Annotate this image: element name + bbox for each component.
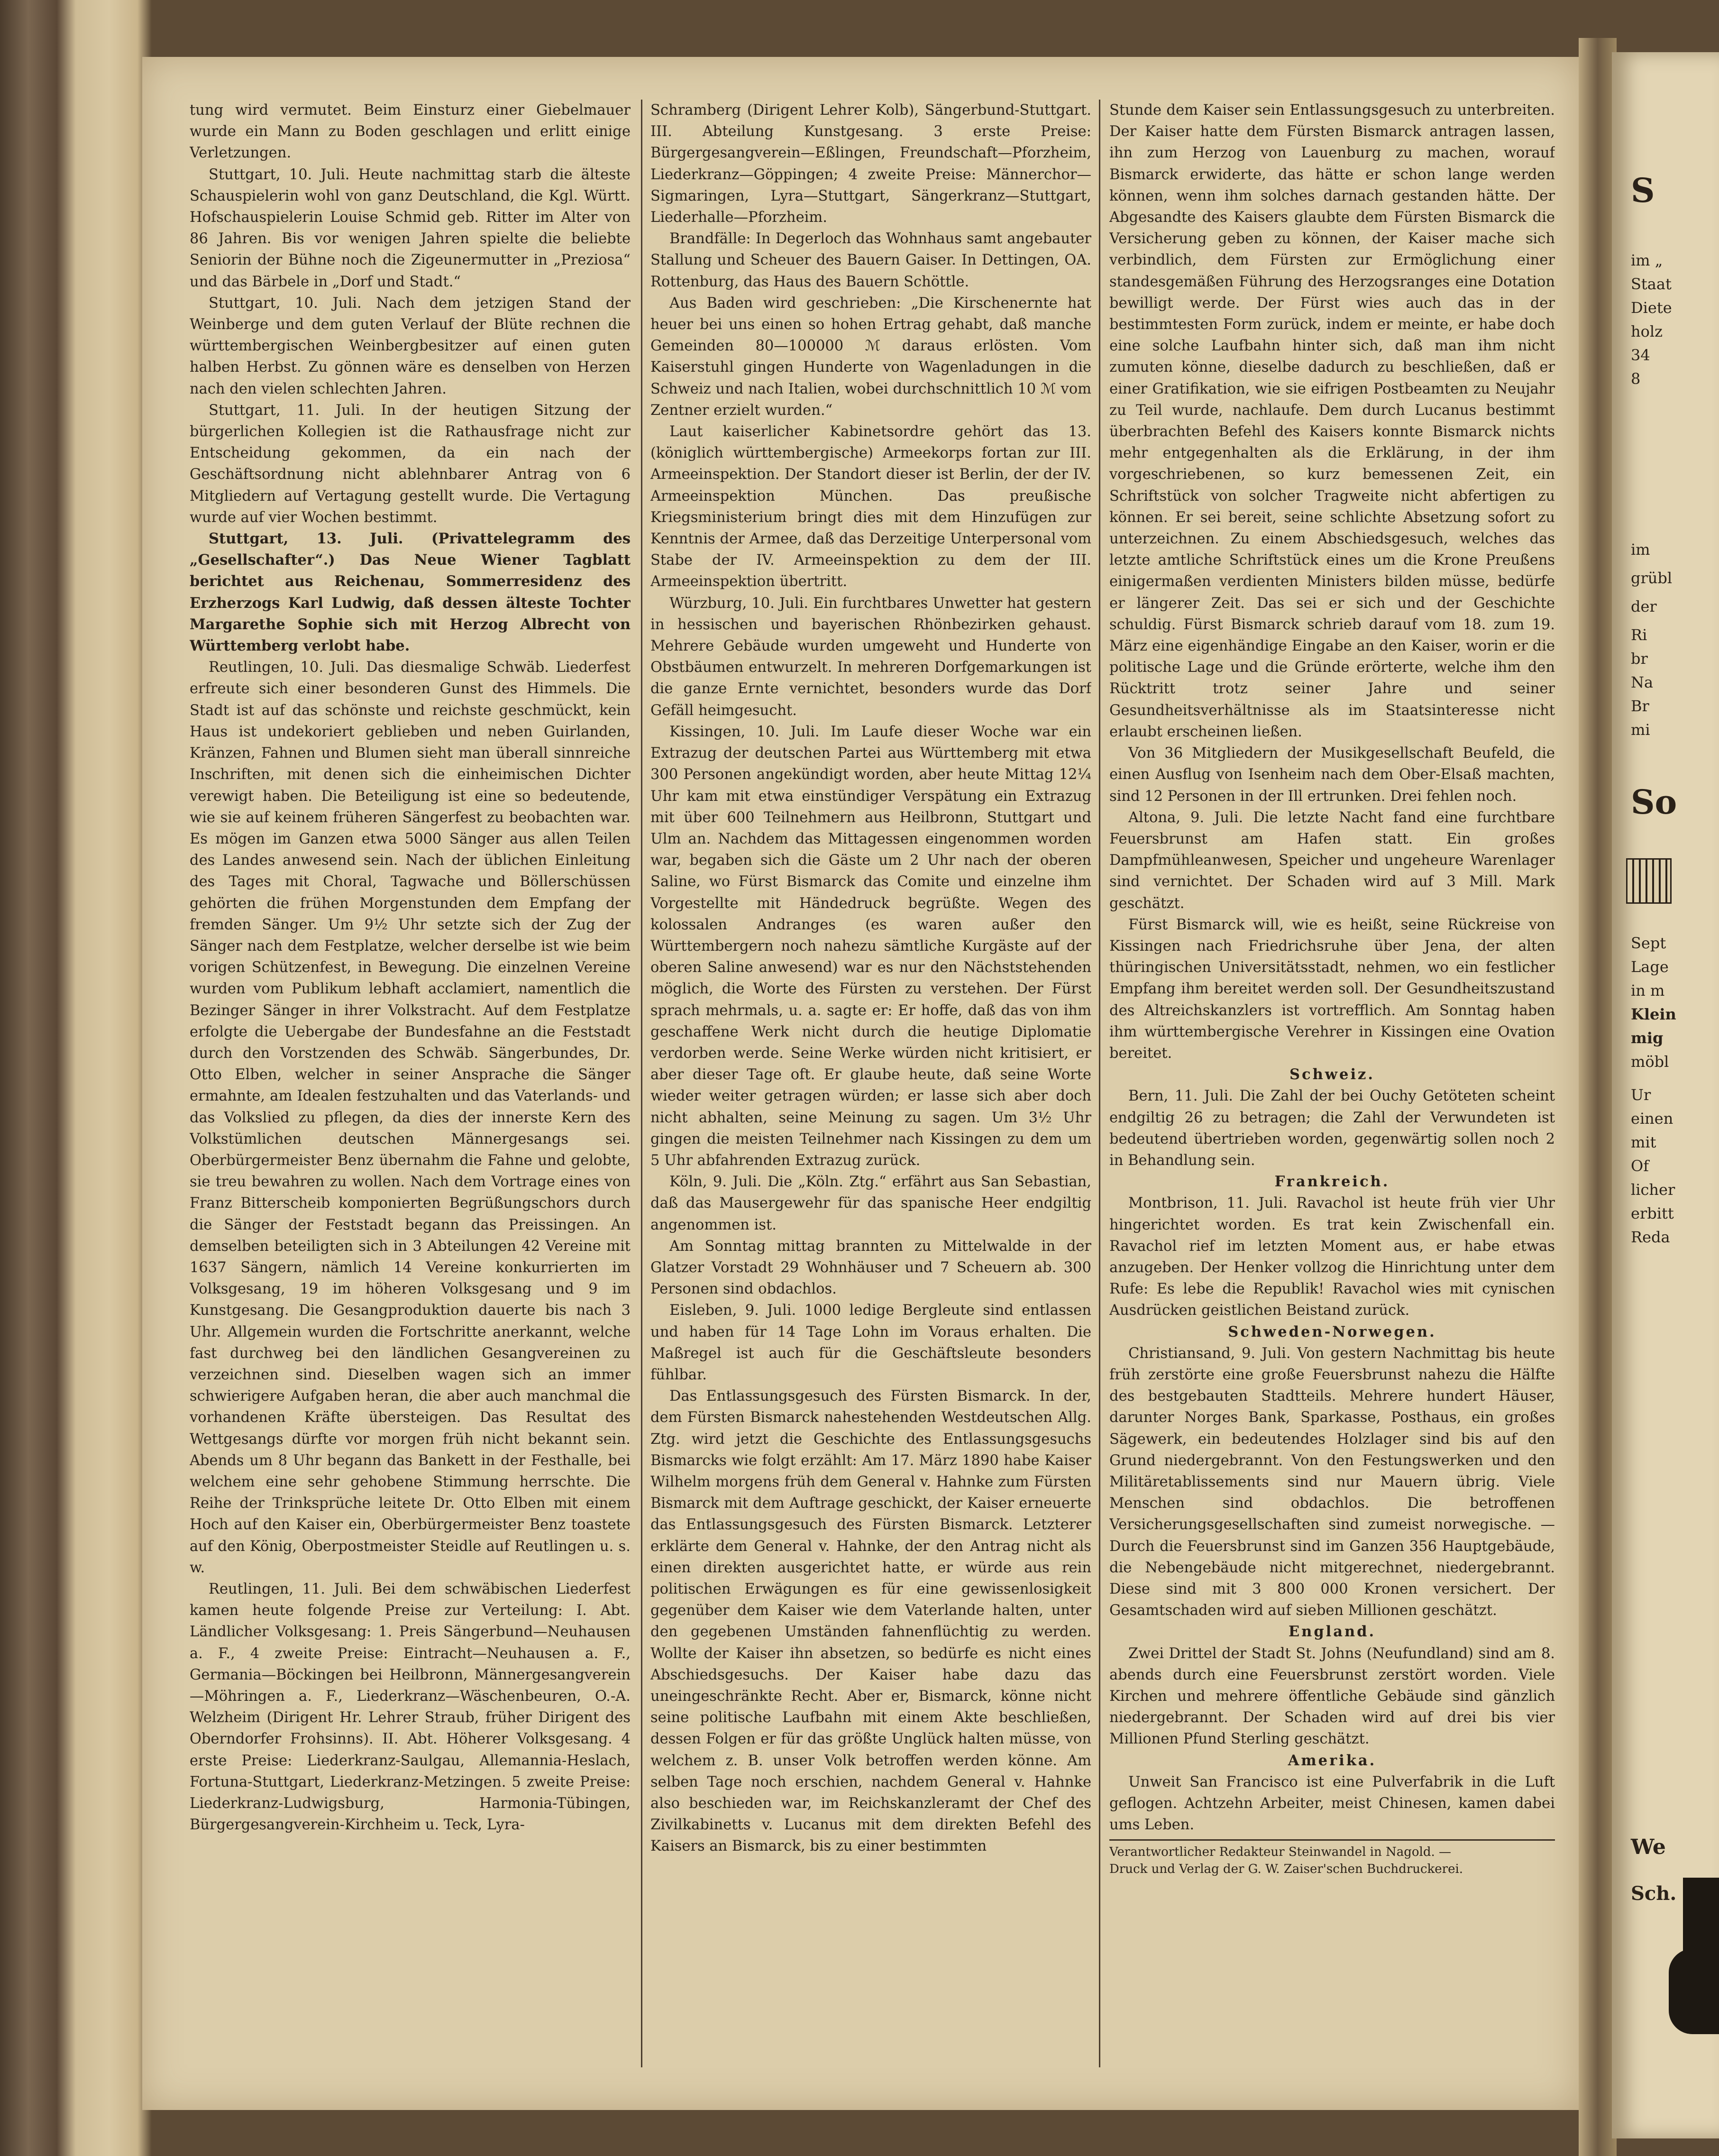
next-page-fragment: licher [1631,1181,1675,1199]
next-page-fragment: im „ [1631,251,1663,269]
article-paragraph: Brandfälle: In Degerloch das Wohnhaus samt angebauter Stallung und Scheuer des Bauern Gaiser. In Dettingen, OA. Rottenburg, das Haus des Bauern Schöttle. [650,230,1091,290]
next-page-fragment: im [1631,541,1650,559]
article-paragraph: Köln, 9. Juli. Die „Köln. Ztg.“ erfährt aus San Sebastian, daß das Mausergewehr für das spanische Heer endgiltig angenommen ist. [650,1174,1091,1233]
article-paragraph: Stunde dem Kaiser sein Entlassungsgesuch zu unterbreiten. Der Kaiser hatte dem Fürsten Bismarck antragen lassen, ihn zum Herzog von Lauenburg zu machen, worauf Bismarck erwiderte, das hätte er schon lange werden können, wenn ihm solches darnach gestanden hätte. Der Abgesandte des Kaisers glaubte dem Fürsten Bismarck die Versicherung geben zu können, der Kaiser mache sich verbindlich, dem Fürsten zur Ermöglichung einer standesgemäßen Führung des Herzogsranges eine Dotation bewilligt werde. Der Fürst wies auch das in der bestimmtesten Form zurück, indem er meinte, er habe doch eine solche Laufbahn hinter sich, daß man ihm nicht zumuten könne, dieselbe dadurch zu beschließen, daß er einer Gratifikation, wie sie eifrigen Postbeamten zu Neujahr zu Teil wurde, nachlaufe. Dem durch Lucanus bestimmt überbrachten Befehl des Kaisers konnte Bismarck nichts mehr entgegenhalten als die Erklärung, in der ihm vorgeschriebenen, so kurz bemessenen Zeit, ein Schriftstück von solcher Tragweite nicht abfertigen zu können. Er sei bereit, seine schlichte Absetzung sofort zu unterzeichnen. Zu einem Abschiedsgesuch, welches das letzte amtliche Schriftstück eines um die Krone Preußens einigermaßen verdienten Ministers bilden müsse, bedürfe er längerer Zeit. Das sei er sich und der Geschichte schuldig. Fürst Bismarck schrieb darauf vom 18. zum 19. März eine eigenhändige Eingabe an den Kaiser, worin er die politische Lage und die Gründe erörterte, welche ihm den Rücktritt trotz seiner Jahre und seiner Gesundheitsverhältnisse als im Staatsinteresse nicht erlaubt erscheinen ließen. [1109,102,1555,740]
article-paragraph: Stuttgart, 10. Juli. Nach dem jetzigen Stand der Weinberge und dem guten Verlauf der Blüte rechnen die württembergischen Weinbergbesitzer auf einen guten halben Herbst. Zu gönnen wäre es denselben von Herzen nach den vielen schlechten Jahren. [190,294,631,397]
next-page-fragment: Klein [1631,1005,1676,1023]
next-page-fragment: Of [1631,1157,1649,1175]
imprint [1109,1839,1555,1878]
next-page-fragment: erbitt [1631,1204,1674,1222]
article-paragraph: Christiansand, 9. Juli. Von gestern Nachmittag bis heute früh zerstörte eine große Feuersbrunst nahezu die Hälfte des bestgebauten Stadtteils. Mehrere hundert Häuser, darunter Norges Bank, Sparkasse, Posthaus, ein großes Sägewerk, ein bedeutendes Holzlager sind bis auf den Grund niedergebrannt. Von den Festungswerken und den Militäretablissements sind nur Mauern übrig. Viele Menschen sind obdachlos. Die betroffenen Versicherungsgesellschaften sind zumeist norwegische. — Durch die Feuersbrunst sind im Ganzen 356 Hauptgebäude, die Nebengebäude nicht mitgerechnet, niedergebrannt. Diese sind mit 3 800 000 Kronen versichert. Der Gesamtschaden wird auf sieben Millionen geschätzt. [1109,1345,1555,1619]
house-illustration [1626,858,1672,904]
article-paragraph: Von 36 Mitgliedern der Musikgesellschaft Beufeld, die einen Ausflug von Isenheim nach dem Ober-Elsaß machten, sind 12 Personen in der Ill ertrunken. Drei fehlen noch. [1109,745,1555,805]
article-paragraph: Montbrison, 11. Juli. Ravachol ist heute früh vier Uhr hingerichtet worden. Es trat kein Zwischenfall ein. Ravachol rief im letzten Moment aus, er habe etwas anzugeben. Der Henker vollzog die Hinrichtung unter dem Rufe: Es lebe die Republik! Ravachol wies mit cynischen Ausdrücken geistlichen Beistand zurück. [1109,1195,1555,1319]
next-page-fragment: We [1631,1835,1666,1859]
imprint-printer: Druck und Verlag der G. W. Zaiser'schen Buchdruckerei. [1109,1862,1463,1877]
section-heading: Amerika. [1288,1752,1377,1769]
article-paragraph: Laut kaiserlicher Kabinetsordre gehört das 13. (königlich württembergische) Armeekorps fortan zur III. Armeeinspektion. Der Standort dieser ist Berlin, der der IV. Armeeinspektion München. Das preußische Kriegsministerium bringt dies mit dem Hinzufügen zur Kenntnis der Armee, daß das Derzeitige Unterpersonal vom Stabe der IV. Armeeinspektion zu dem der III. Armeeinspektion übertritt. [650,423,1091,590]
article-paragraph: Schramberg (Dirigent Lehrer Kolb), Sängerbund-Stuttgart. III. Abteilung Kunstgesang. 3 erste Preise: Bürgergesangverein—Eßlingen, Freundschaft—Pforzheim, Liederkranz—Göppingen; 4 zweite Preise: Männerchor—Sigmaringen, Lyra—Stuttgart, Sängerkranz—Stuttgart, Liederhalle—Pforzheim. [650,102,1091,226]
next-page-fragment: Diete [1631,299,1672,317]
next-page-fragment: So [1631,782,1677,822]
column-rule [1099,100,1100,2067]
next-page-fragment: Ri [1631,626,1647,644]
article-paragraph: Stuttgart, 10. Juli. Heute nachmittag starb die älteste Schauspielerin wohl von ganz Deutschland, die Kgl. Württ. Hofschauspielerin Louise Schmid geb. Ritter im Alter von 86 Jahren. Bis vor wenigen Jahren spielte die beliebte Seniorin der Bühne noch die Zigeunermutter in „Preziosa“ und das Bärbele in „Dorf und Stadt.“ [190,166,631,290]
section-heading: Schweden-Norwegen. [1228,1323,1436,1340]
next-page-fragment: holz [1631,322,1663,340]
next-page-fragment: Sch. [1631,1882,1677,1905]
article-paragraph: Unweit San Francisco ist eine Pulverfabrik in die Luft geflogen. Achtzehn Arbeiter, meist Chinesen, kamen dabei ums Leben. [1109,1773,1555,1834]
article-paragraph: Das Entlassungsgesuch des Fürsten Bismarck. In der, dem Fürsten Bismarck nahestehenden Westdeutschen Allg. Ztg. wird jetzt die Geschichte des Entlassungsgesuchs Bismarcks wie folgt erzählt: Am 17. März 1890 habe Kaiser Wilhelm morgens früh dem General v. Hahnke zum Fürsten Bismarck mit dem Auftrage geschickt, der Kaiser erneuerte das Entlassungsgesuch des Fürsten Bismarck. Letzterer erklärte dem General v. Hahnke, der den Antrag nicht als einen direkten ausgerichtet hatte, er würde aus rein politischen Erwägungen es für eine gewissenlosigkeit gegenüber dem Kaiser wie dem Vaterlande halten, unter den gegebenen Umständen fahnenflüchtig zu werden. Wollte der Kaiser ihn absetzen, so bedürfe es nicht eines Abschiedsgesuchs. Der Kaiser habe dazu das uneingeschränkte Recht. Aber er, Bismarck, könne nicht seine politische Laufbahn mit einem Akte beschließen, dessen Folgen er für das größte Unglück halten müsse, von welchem z. B. unser Volk betroffen werden könne. Am selben Tage noch erschien, nachdem General v. Hahnke also beschieden war, im Reichskanzleramt der Chef des Zivilkabinetts v. Lucanus mit dem direkten Befehl des Kaisers an Bismarck, bis zu einer bestimmten [650,1388,1091,1855]
section-heading: Frankreich. [1274,1173,1390,1191]
next-page-fragment: in m [1631,982,1665,1000]
article-paragraph: Altona, 9. Juli. Die letzte Nacht fand eine furchtbare Feuersbrunst am Hafen statt. Ein großes Dampfmühleanwesen, Speicher und ungeheure Warenlager sind vernichtet. Der Schaden wird auf 3 Mill. Mark geschätzt. [1109,809,1555,912]
next-page-fragment: einen [1631,1110,1673,1128]
article-paragraph: Reutlingen, 11. Juli. Bei dem schwäbischen Liederfest kamen heute folgende Preise zur Verteilung: I. Abt. Ländlicher Volksgesang: 1. Preis Sängerbund—Neuhausen a. F., 4 zweite Preise: Eintracht—Neuhausen a. F., Germania—Böckingen bei Heilbronn, Männergesangverein—Möhringen a. F., Liederkranz—Wäschenbeuren, O.-A. Welzheim (Dirigent Hr. Lehrer Straub, früher Dirigent des Oberndorfer Frohsinns). II. Abt. Höherer Volksgesang. 4 erste Preise: Liederkranz-Saulgau, Allemannia-Heslach, Fortuna-Stuttgart, Liederkranz-Metzingen. 5 zweite Preise: Liederkranz-Ludwigsburg, Harmonia-Tübingen, Bürgergesangverein-Kirchheim u. Teck, Lyra- [190,1581,631,1834]
next-page-fragment: Ur [1631,1086,1651,1104]
next-page-fragment: Sept [1631,934,1666,952]
article-paragraph: Würzburg, 10. Juli. Ein furchtbares Unwetter hat gestern in hessischen und bayerischen Rhönbezirken gehaust. Mehrere Gebäude wurden umgeweht und Hunderte von Obstbäumen entwurzelt. In mehreren Dorfgemarkungen ist die ganze Ernte vernichtet, besonders wurde das Dorf Gefäll heimgesucht. [650,595,1091,719]
section-heading: Schweiz. [1289,1066,1375,1083]
column-1 [190,100,631,2082]
column-3 [1109,100,1555,2082]
next-page-fragment: möbl [1631,1053,1669,1071]
next-page-fragment: S [1631,171,1655,210]
next-page-fragment: Na [1631,673,1654,691]
next-page-fragment: 8 [1631,370,1641,388]
article-paragraph: Am Sonntag mittag brannten zu Mittelwalde in der Glatzer Vorstadt 29 Wohnhäuser und 7 Scheuern ab. 300 Personen sind obdachlos. [650,1238,1091,1298]
imprint-editor: Verantwortlicher Redakteur Steinwandel in Nagold. — [1109,1845,1452,1860]
next-page-fragment: br [1631,650,1648,668]
article-paragraph: Reutlingen, 10. Juli. Das diesmalige Schwäb. Liederfest erfreute sich einer besonderen Gunst des Himmels. Die Stadt ist auf das schönste und reichste geschmückt, kein Haus ist undekoriert geblieben und neben Guirlanden, Kränzen, Fahnen und Blumen sieht man überall sinnreiche Inschriften, mit denen sich die einheimischen Dichter verewigt haben. Die Beteiligung ist eine so bedeutende, wie sie auf keinem früheren Sängerfest zu beobachten war. Es mögen im Ganzen etwa 5000 Sänger aus allen Teilen des Landes anwesend sein. Nach der üblichen Einleitung des Tages mit Choral, Tagwache und Böllerschüssen gehörten die frühen Morgenstunden dem Empfang der fremden Sänger. Um 9½ Uhr setzte sich der Zug der Sänger nach dem Festplatze, welcher derselbe ist wie beim vorigen Schützenfest, in Bewegung. Die einzelnen Vereine wurden vom Publikum lebhaft acclamiert, namentlich die Bezinger Sänger in ihrer Volkstracht. Auf dem Festplatze erfolgte die Uebergabe der Bundesfahne an die Feststadt durch den Vorstzenden des Schwäb. Sängerbundes, Dr. Otto Elben, welcher in seiner Ansprache die Sänger ermahnte, am Idealen festzuhalten und das Vaterlands- und das Volkslied zu pflegen, da dies der innerste Kern des Volkstümlichen deutschen Männergesangs sei. Oberbürgermeister Benz übernahm die Fahne und gelobte, sie treu bewahren zu wollen. Nach dem Vortrage eines von Franz Bitterscheib komponierten Begrüßungschors durch die Sänger der Feststadt begann das Preissingen. An demselben beteiligten sich in 3 Abteilungen 42 Vereine mit 1637 Sängern, nämlich 14 Vereine konkurrierten im Volksgesang, 19 im höheren Volksgesang und 9 im Kunstgesang. Die Gesangproduktion dauerte bis nach 3 Uhr. Allgemein wurden die Fortschritte anerkannt, welche fast durchweg bei den ländlichen Gesangvereinen zu verzeichnen sind. Dieselben wagen sich an immer schwierigere Aufgaben heran, die aber auch manchmal die vorhandenen Kräfte übersteigen. Das Resultat des Wettgesangs dürfte vor morgen früh nicht bekannt sein. Abends um 8 Uhr begann das Bankett in der Festhalle, bei welchem eine sehr gehobene Stimmung herrschte. Die Reihe der Trinksprüche leitete Dr. Otto Elben mit einem Hoch auf den Kaiser ein, Oberbürgermeister Benz toastete auf den König, Oberpostmeister Steidle auf Reutlingen u. s. w. [190,659,631,1576]
next-page-fragment: Lage [1631,958,1669,976]
article-paragraph: Kissingen, 10. Juli. Im Laufe dieser Woche war ein Extrazug der deutschen Partei aus Württemberg mit etwa 300 Personen angekündigt worden, aber heute Mittag 12¼ Uhr kam mit etwa einstündiger Verspätung ein Extrazug mit über 600 Teilnehmern aus Heilbronn, Stuttgart und Ulm an. Nachdem das Mittagessen eingenommen worden war, begaben sich die Gäste um 2 Uhr nach der oberen Saline, wo Fürst Bismarck das Comite und einzelne ihm Vorgestellte mit Händedruck begrüßte. Wegen des kolossalen Andranges (es waren außer den Württembergern noch nahezu sämtliche Kurgäste auf der oberen Saline anwesend) war es nur den Nächststehenden möglich, die Worte des Fürsten zu verstehen. Der Fürst sprach mehrmals, u. a. sagte er: Er hoffe, daß das von ihm geschaffene Werk nicht durch die heutige Diplomatie verdorben werde. Seine Werke würden nicht kritisiert, er aber dieser Tage oft. Er glaube heute, daß seine Worte wieder weiter getragen würden; er lasse sich aber doch nicht abhalten, seine Meinung zu sagen. Um 3½ Uhr gingen die meisten Teilnehmer nach Kissingen zu dem um 5 Uhr abfahrenden Extrazug zurück. [650,723,1091,1169]
article-paragraph: Stuttgart, 11. Juli. In der heutigen Sitzung der bürgerlichen Kollegien ist die Rathausfrage nicht zur Entscheidung gekommen, da ein nach der Geschäftsordnung nicht ablehnbarer Antrag von 6 Mitgliedern auf Vertagung gestellt wurde. Die Vertagung wurde auf vier Wochen bestimmt. [190,402,631,526]
article-paragraph: Fürst Bismarck will, wie es heißt, seine Rückreise von Kissingen nach Friedrichsruhe über Jena, der alten thüringischen Universitätsstadt, nehmen, wo ein festlicher Empfang ihm bereitet werden soll. Der Gesundheitszustand des Altreichskanzlers ist vortrefflich. Am Sonntag haben ihm württembergische Verehrer in Kissingen eine Ovation bereitet. [1109,916,1555,1062]
next-page-edge [1612,52,1719,2138]
article-paragraph: Zwei Drittel der Stadt St. Johns (Neufundland) sind am 8. abends durch eine Feuersbrunst zerstört worden. Viele Kirchen und mehrere öffentliche Gebäude sind gänzlich niedergebrannt. Der Schaden wird auf drei bis vier Millionen Pfund Sterling geschätzt. [1109,1645,1555,1748]
article-paragraph: Bern, 11. Juli. Die Zahl der bei Ouchy Getöteten scheint endgiltig 26 zu betragen; die Zahl der Verwundeten ist bedeutend übertrieben worden, gegenwärtig sollen noch 2 in Behandlung sein. [1109,1088,1555,1169]
next-page-fragment: 34 [1631,346,1650,364]
article-paragraph: Eisleben, 9. Juli. 1000 ledige Bergleute sind entlassen und haben für 14 Tage Lohn im Voraus erhalten. Die Maßregel ist auch für die Geschäftsleute besonders fühlbar. [650,1302,1091,1383]
article-paragraph: Aus Baden wird geschrieben: „Die Kirschenernte hat heuer bei uns einen so hohen Ertrag gehabt, daß manche Gemeinden 80—100000 ℳ daraus erlösten. Vom Kaiserstuhl gingen Hunderte von Wagenladungen in die Schweiz und nach Italien, wobei durchschnittlich 10 ℳ vom Zentner erzielt wurden.“ [650,294,1091,419]
next-page-fragment: mit [1631,1133,1656,1151]
section-heading: England. [1288,1623,1376,1641]
book-gutter [1579,38,1617,2156]
article-paragraph: tung wird vermutet. Beim Einsturz einer Giebelmauer wurde ein Mann zu Boden geschlagen und erlitt einige Verletzungen. [190,102,631,162]
next-page-fragment: der [1631,597,1657,615]
column-rule [641,100,642,2067]
article-paragraph: Stuttgart, 13. Juli. (Privattelegramm des „Gesellschafter“.) Das Neue Wiener Tagblatt berichtet aus Reichenau, Sommerresidenz des Erzherzogs Karl Ludwig, daß dessen älteste Tochter Margarethe Sophie sich mit Herzog Albrecht von Württemberg verlobt habe. [190,530,631,655]
dark-ad-block [1669,1949,1719,2034]
next-page-fragment: mi [1631,721,1650,739]
next-page-fragment: Reda [1631,1228,1670,1246]
next-page-fragment: mig [1631,1029,1664,1047]
next-page-fragment: Staat [1631,275,1672,293]
column-2 [650,100,1091,2082]
next-page-fragment: grübl [1631,569,1673,587]
next-page-fragment: Br [1631,697,1649,715]
